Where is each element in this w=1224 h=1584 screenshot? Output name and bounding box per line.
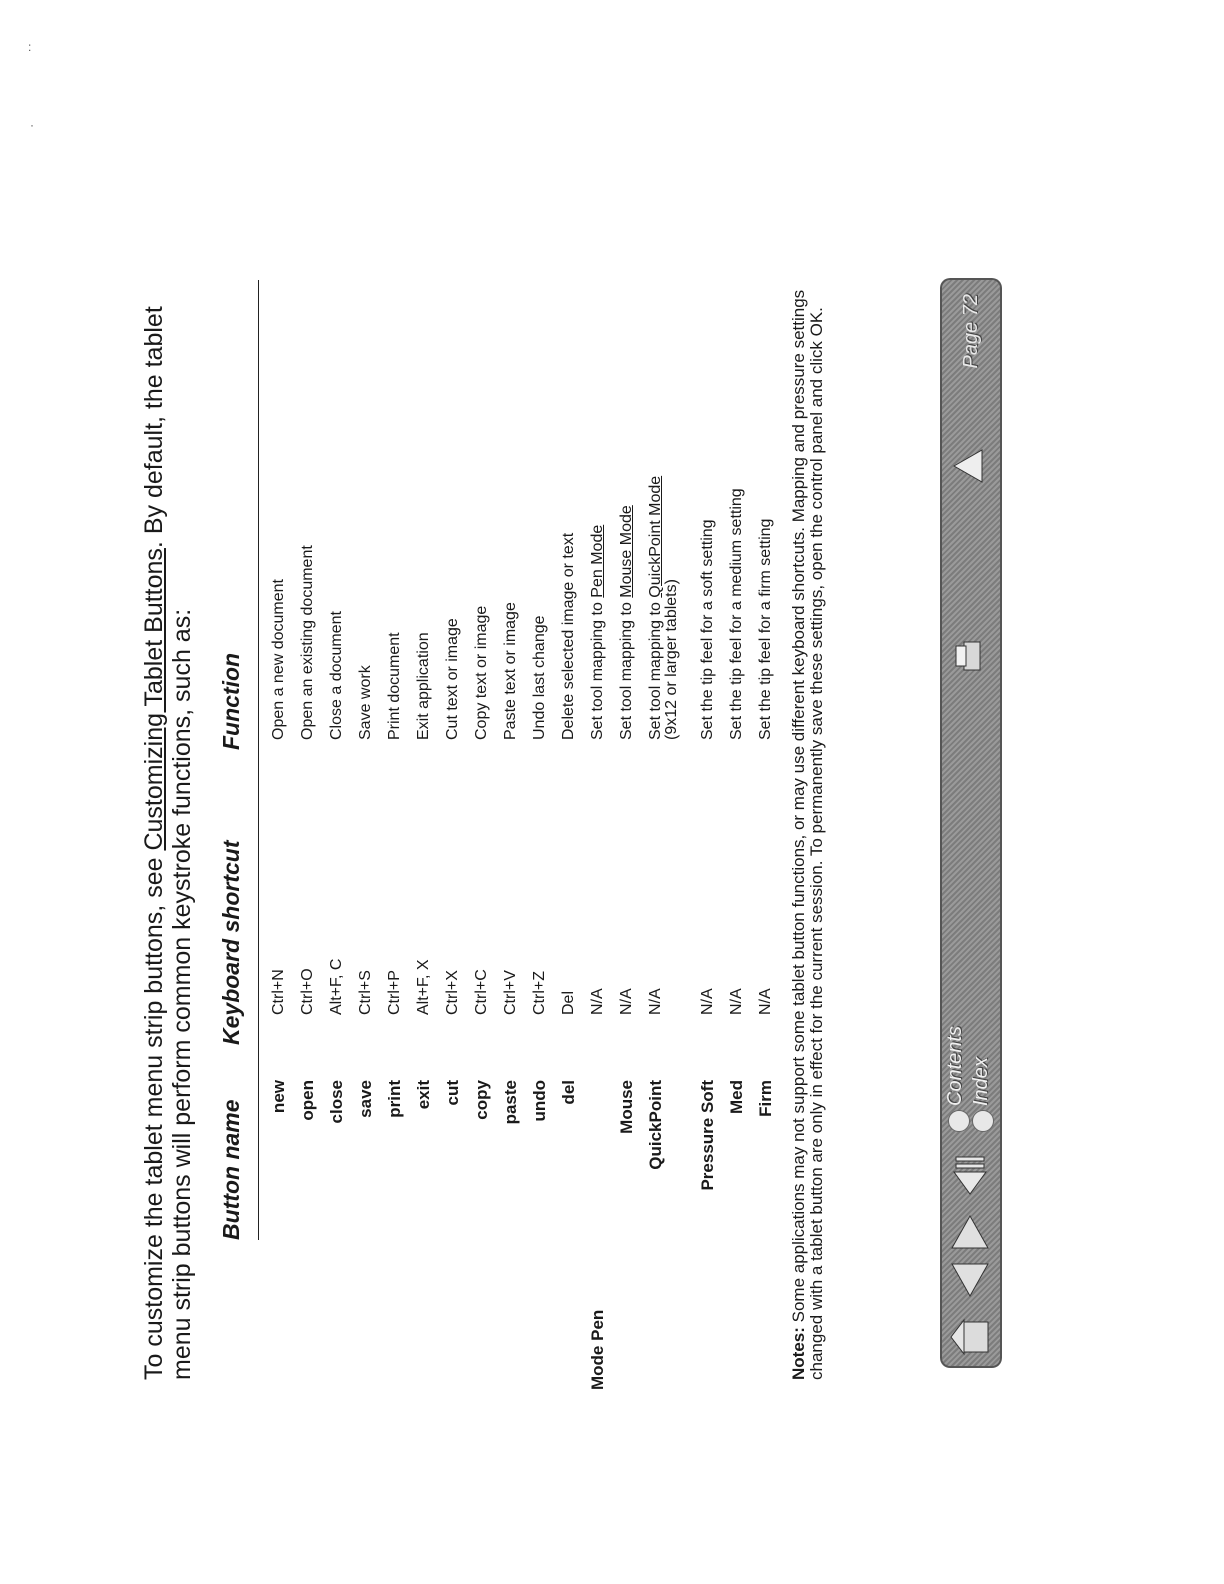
button-name: close xyxy=(327,1080,346,1124)
function: Print document xyxy=(386,632,403,740)
button-group-name: Pressure Soft xyxy=(698,1080,717,1191)
button-name: copy xyxy=(472,1080,491,1120)
table-row xyxy=(751,280,780,1240)
function: Delete selected image or text xyxy=(560,532,577,740)
table-row xyxy=(583,280,612,1390)
rotated-page-content xyxy=(140,280,1215,1390)
contents-link[interactable]: Contents xyxy=(944,1025,966,1106)
table-row xyxy=(409,280,438,1240)
button-name: Firm xyxy=(756,1080,775,1117)
button-name: del xyxy=(559,1080,578,1105)
function: Close a document xyxy=(328,611,345,740)
table-row xyxy=(322,280,351,1240)
notes-text: Some applications may not support some tablet button functions, or may use different keyboard shortcuts. Mapping and pressure settings changed with a tablet button are only in effect for the current session. To permanently save these settings, open the control panel and click OK. xyxy=(789,289,826,1380)
function-text: Set tool mapping to xyxy=(618,597,635,740)
function: Cut text or image xyxy=(444,618,461,740)
header-function: Function xyxy=(218,652,244,750)
shortcut-table xyxy=(264,280,780,1390)
notes-label: Notes: xyxy=(789,1327,808,1380)
button-name: save xyxy=(356,1080,375,1118)
shortcut: Ctrl+N xyxy=(270,969,287,1015)
header-button-name: Button name xyxy=(218,1099,244,1240)
shortcut: Del xyxy=(560,990,577,1015)
shortcut: Alt+F, X xyxy=(415,959,432,1015)
button-name: paste xyxy=(501,1080,520,1125)
table-row xyxy=(722,280,751,1240)
button-name: Mouse xyxy=(617,1080,636,1134)
button-name: open xyxy=(298,1080,317,1121)
scan-speck: : xyxy=(28,40,32,54)
table-row xyxy=(641,280,693,1240)
function: Save work xyxy=(357,665,374,740)
function: Open an existing document xyxy=(299,545,316,740)
function-text: Set tool mapping to xyxy=(589,597,606,740)
function-text-extra: (9x12 or larger tablets) xyxy=(663,579,680,740)
function xyxy=(583,300,612,740)
button-name: new xyxy=(269,1080,288,1114)
shortcut: Ctrl+V xyxy=(502,970,519,1015)
shortcut: Ctrl+O xyxy=(299,968,316,1015)
shortcut: N/A xyxy=(589,988,606,1015)
shortcut: N/A xyxy=(699,988,716,1015)
button-name: print xyxy=(385,1080,404,1118)
back-arrow-icon[interactable] xyxy=(948,1154,992,1198)
button-name: exit xyxy=(414,1080,433,1110)
shortcut: Ctrl+Z xyxy=(531,971,548,1015)
button-name: undo xyxy=(530,1080,549,1122)
intro-text: To customize the tablet menu strip buttons, see xyxy=(140,850,168,1380)
button-name: QuickPoint xyxy=(646,1080,665,1170)
function: Set the tip feel for a firm setting xyxy=(757,518,774,740)
notes-paragraph xyxy=(790,280,826,1380)
shortcut: Ctrl+C xyxy=(473,969,490,1015)
function: Set the tip feel for a soft setting xyxy=(699,519,716,740)
table-row xyxy=(438,280,467,1240)
function-text: Set tool mapping to xyxy=(647,597,664,740)
pen-mode-link[interactable]: Pen Mode xyxy=(589,524,606,598)
intro-paragraph xyxy=(140,280,196,1380)
home-icon[interactable] xyxy=(948,1314,992,1358)
index-bullet-icon xyxy=(972,1110,994,1132)
table-row xyxy=(264,280,293,1240)
function: Undo last change xyxy=(531,615,548,740)
contents-bullet-icon xyxy=(948,1110,970,1132)
quickpoint-mode-link[interactable]: QuickPoint Mode xyxy=(647,475,664,598)
function: Paste text or image xyxy=(502,602,519,740)
table-row xyxy=(380,280,409,1240)
shortcut: N/A xyxy=(728,988,745,1015)
table-row xyxy=(612,280,641,1240)
navigation-bar xyxy=(940,278,1002,1368)
shortcut: Ctrl+S xyxy=(357,970,374,1015)
table-row xyxy=(467,280,496,1240)
function xyxy=(612,300,641,740)
shortcut: N/A xyxy=(618,988,635,1015)
function: Copy text or image xyxy=(473,605,490,740)
scan-speck: · xyxy=(30,118,34,132)
mouse-mode-link[interactable]: Mouse Mode xyxy=(618,505,635,598)
header-rule xyxy=(258,280,259,1240)
print-icon[interactable] xyxy=(948,634,992,678)
function xyxy=(648,300,680,740)
button-name: Med xyxy=(727,1080,746,1114)
page-number: Page 72 xyxy=(960,294,982,369)
customizing-tablet-buttons-link[interactable]: Customizing Tablet Buttons xyxy=(140,548,168,851)
shortcut: N/A xyxy=(757,988,774,1015)
table-row xyxy=(693,280,722,1240)
table-row xyxy=(554,280,583,1240)
previous-arrow-icon[interactable] xyxy=(948,1258,992,1302)
table-row xyxy=(351,280,380,1240)
table-row xyxy=(525,280,554,1240)
shortcut: Alt+F, C xyxy=(328,958,345,1015)
shortcut: Ctrl+P xyxy=(386,970,403,1015)
button-name: cut xyxy=(443,1080,462,1106)
shortcut: Ctrl+X xyxy=(444,970,461,1015)
index-link[interactable]: Index xyxy=(970,1057,992,1106)
function: Exit application xyxy=(415,632,432,740)
table-header xyxy=(218,300,258,1240)
table-row xyxy=(293,280,322,1240)
top-icon[interactable] xyxy=(948,444,992,488)
intro-text-end: . By default, the tablet menu strip buttons will perform common keystroke functions, such as: xyxy=(140,306,196,1380)
button-group-name: Mode Pen xyxy=(588,1309,607,1390)
next-arrow-icon[interactable] xyxy=(948,1210,992,1254)
header-keyboard-shortcut: Keyboard shortcut xyxy=(218,840,244,1045)
function: Set the tip feel for a medium setting xyxy=(728,488,745,740)
table-row xyxy=(496,280,525,1240)
shortcut: N/A xyxy=(647,988,664,1015)
function: Open a new document xyxy=(270,579,287,740)
